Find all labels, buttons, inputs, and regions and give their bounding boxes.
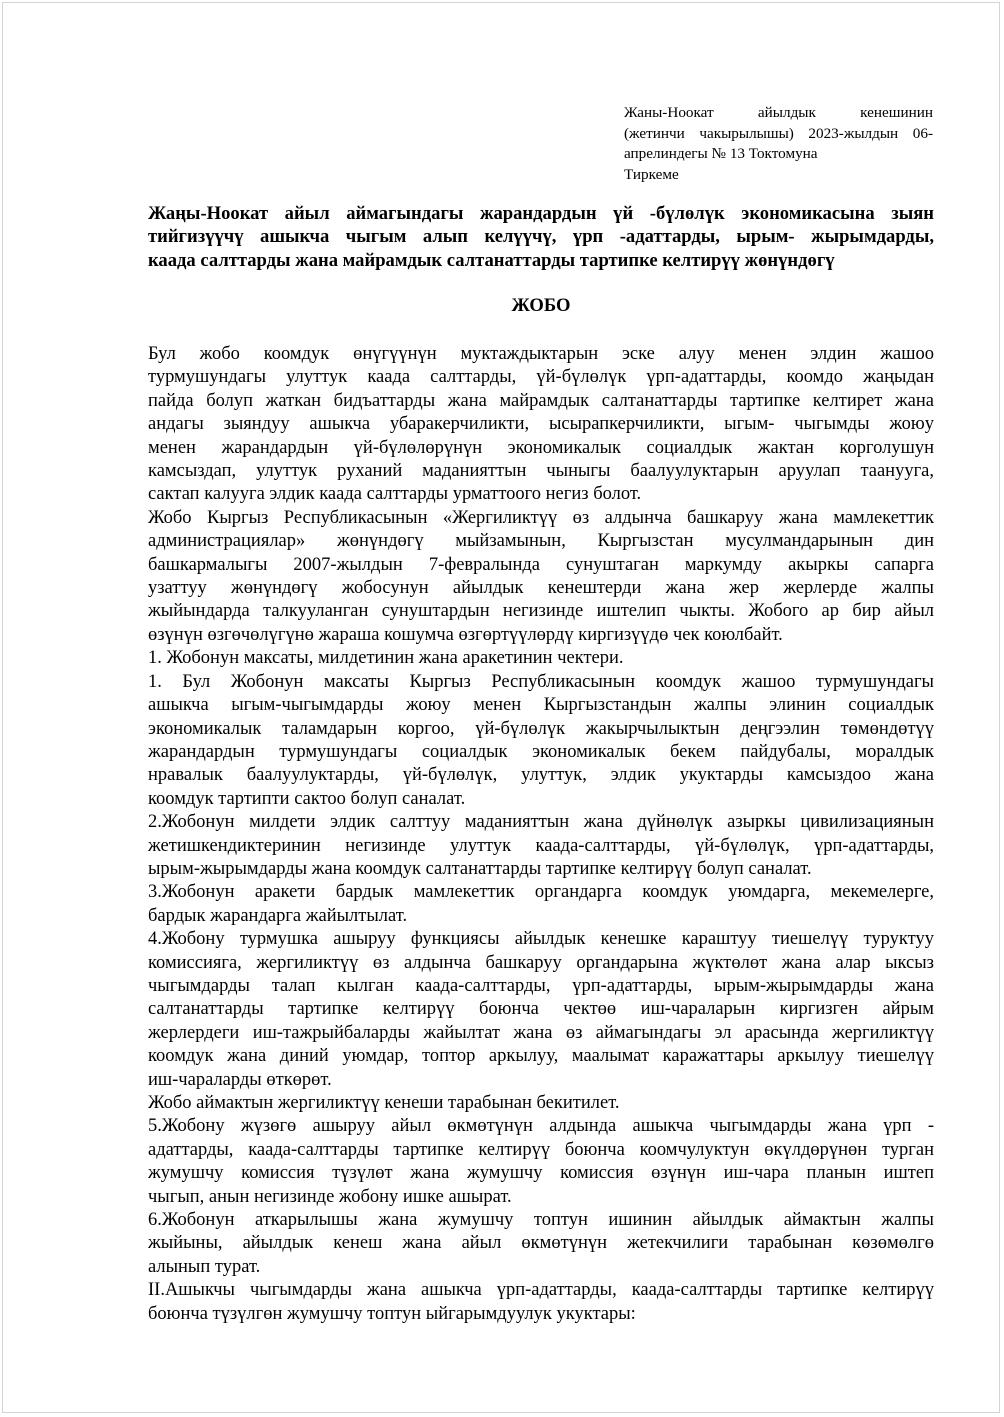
paragraph-line: камсыздап, улуттук руханий маданияттын чыныгы баалуулуктарын аруулап таанууга,	[148, 461, 934, 482]
paragraph	[148, 1209, 934, 1279]
paragraph	[148, 1279, 934, 1326]
paragraph-line: экономикалык таламдарын коргоо, үй-бүлөлүк жакырчылыктын деңгээлин төмөндөтүү	[148, 718, 934, 739]
paragraph-line: коомдук тартипти сактоо болуп саналат.	[148, 788, 466, 809]
paragraph	[148, 1115, 934, 1209]
paragraph-line: чыгып, анын негизинде жобону ишке ашырат.	[148, 1186, 512, 1207]
paragraph-line: жарандардын турмушундагы социалдык экономикалык бекем пайдубалы, моралдык	[148, 741, 934, 762]
paragraph-line: нравалык баалуулуктарды, үй-бүлөлүк, улуттук, элдик укуктарды камсыздоо жана	[148, 765, 934, 786]
paragraph-line: адаттарды, каада-салттарды тартипке келтирүү боюнча коомчулуктун өкүлдөрүнөн турган	[148, 1139, 934, 1160]
paragraph-line: Жобо аймактын жергиликтүү кенеши тарабынан бекитилет.	[148, 1093, 620, 1113]
paragraph-line: 4.Жобону турмушка ашыруу функциясы айылдык кенешке караштуу тиешелүү туруктуу	[148, 929, 934, 950]
paragraph-line: иш-чараларды өткөрөт.	[148, 1069, 332, 1090]
paragraph-line: 6.Жобонун аткарылышы жана жумушчу топтун ишинин айылдык аймактын жалпы	[148, 1210, 934, 1231]
paragraph-line: 1. Бул Жобонун максаты Кыргыз Республикасынын коомдук жашоо турмушундагы	[148, 671, 934, 692]
title-line: Жаңы-Ноокат айыл аймагындагы жарандардын үй -бүлөлүк экономикасына зыян	[148, 203, 934, 224]
paragraph-line: жерлердеги иш-тажрыйбаларды жайылтат жана өз аймагындагы эл арасында жергиликтүү	[148, 1022, 934, 1043]
paragraph-line: 2.Жобонун милдети элдик салттуу маданияттын жана дүйнөлүк азыркы цивилизациянын	[148, 812, 934, 833]
appendix-note	[624, 103, 933, 185]
paragraph-line: пайда болуп жаткан бидъаттарды жана майрамдык салтанаттарды тартипке келтирет жана	[148, 390, 934, 411]
paragraph-line: турмушундагы улуттук каада салттарды, үй-бүлөлүк үрп-адаттарды, коомдо жаңыдан	[148, 367, 934, 388]
paragraph-line: бардык жарандарга жайылтылат.	[148, 905, 408, 926]
paragraph-line: 5.Жобону жүзөгө ашыруу айыл өкмөтүнүн алдында ашыкча чыгымдарды жана үрп -	[148, 1116, 934, 1137]
appendix-note-line: Тиркеме	[624, 165, 679, 183]
paragraph-line: өзүнүн өзгөчөлүгүнө жараша кошумча өзгөртүүлөрдү киргизүүдө чек коюлбайт.	[148, 624, 783, 645]
paragraph-line: узаттуу жөнүндөгү жобосунун айылдык кенештерди жана жер жерлерде жалпы	[148, 578, 934, 599]
appendix-note-line: (жетинчи чакырылышы) 2023-жылдын 06-	[624, 124, 933, 142]
paragraph-line: чыгымдарды талап кылган каада-салттарды, үрп-адаттарды, ырым-жырымдарды жана	[148, 975, 934, 996]
paragraph-line: комиссияга, жергиликтүү өз алдынча башкаруу органдарына жүктөлөт жана алар ыксыз	[148, 952, 934, 973]
title-line: тийгизүүчү ашыкча чыгым алып келүүчү, үрп -адаттарды, ырым- жырымдарды,	[148, 226, 934, 248]
paragraph-line: коомдук жана диний уюмдар, топтор аркылуу, маалымат каражаттары аркылуу тиешелүү	[148, 1046, 934, 1067]
document-title	[148, 202, 934, 272]
paragraph-line: Жобо Кыргыз Республикасынын «Жергиликтүү өз алдынча башкаруу жана мамлекеттик	[148, 507, 934, 528]
paragraph-line: боюнча түзүлгөн жумушчу топтун ыйгарымдуулук укуктары:	[148, 1303, 636, 1324]
paragraph	[148, 343, 934, 507]
paragraph-line: алынып турат.	[148, 1256, 261, 1277]
paragraph-line: жумушчу комиссия түзүлөт жана жумушчу комиссия өзүнүн иш-чара планын иштеп	[148, 1163, 934, 1184]
appendix-note-line: Жаны-Ноокат айылдык кенешинин	[624, 104, 933, 121]
document-label: ЖОБО	[511, 295, 571, 316]
paragraph	[148, 1092, 934, 1115]
paragraph-line: ашыкча ыгым-чыгымдарды жоюу менен Кыргызстандын жалпы элинин социалдык	[148, 695, 934, 716]
paragraph	[148, 647, 934, 670]
paragraph	[148, 671, 934, 811]
paragraph-line: менен жарандардын үй-бүлөлөрүнүн экономикалык социалдык жактан корголушун	[148, 437, 934, 458]
paragraph-line: андагы зыяндуу ашыкча убаракерчиликти, ысырапкерчиликти, ыгым- чыгымды жоюу	[148, 414, 934, 435]
paragraph-line: салтанаттарды тартипке келтирүү боюнча чектөө иш-чараларын киргизген айрым	[148, 999, 934, 1020]
paragraph-line: 3.Жобонун аракети бардык мамлекеттик органдарга коомдук уюмдарга, мекемелерге,	[148, 882, 934, 903]
paragraph-line: ырым-жырымдарды жана коомдук салтанаттарды тартипке келтирүү болуп саналат.	[148, 858, 812, 879]
appendix-note-line: апрелиндегы № 13 Токтомуна	[624, 145, 818, 162]
paragraph-line: башкармалыгы 2007-жылдын 7-февралында сунуштаган маркумду акыркы сапарга	[148, 554, 934, 575]
paragraph-line: администрациялар» жөнүндөгү мыйзамынын, Кыргызстан мусулмандарынын дин	[148, 531, 934, 552]
paragraph	[148, 928, 934, 1092]
paragraph-line: II.Ашыкчы чыгымдарды жана ашыкча үрп-адаттарды, каада-салттарды тартипке келтирүү	[148, 1280, 934, 1301]
paragraph-line: Бул жобо коомдук өнүгүүнүн муктаждыктарын эске алуу менен элдин жашоо	[148, 344, 934, 364]
paragraph	[148, 811, 934, 881]
paragraph	[148, 881, 934, 928]
document-text	[148, 343, 934, 1326]
title-line: каада салттарды жана майрамдык салтанаттарды тартипке келтирүү жөнүндөгү	[148, 249, 835, 271]
paragraph-line: сактап калууга элдик каада салттарды урматтоого негиз болот.	[148, 484, 642, 505]
paragraph-line: жыйындарда талкууланган сунуштардын негизинде иштелип чыкты. Жобого ар бир айыл	[148, 601, 934, 622]
document-page	[2, 2, 1000, 1413]
paragraph-line: жетишкендиктеринин негизинде улуттук каада-салттарды, үй-бүлөлүк, үрп-адаттарды,	[148, 835, 934, 856]
paragraph-line: жыйыны, айылдык кенеш жана айыл өкмөтүнүн жетекчилиги тарабынан көзөмөлгө	[148, 1233, 934, 1254]
paragraph-line: 1. Жобонун максаты, милдетинин жана аракетинин чектери.	[148, 648, 624, 669]
paragraph	[148, 507, 934, 647]
